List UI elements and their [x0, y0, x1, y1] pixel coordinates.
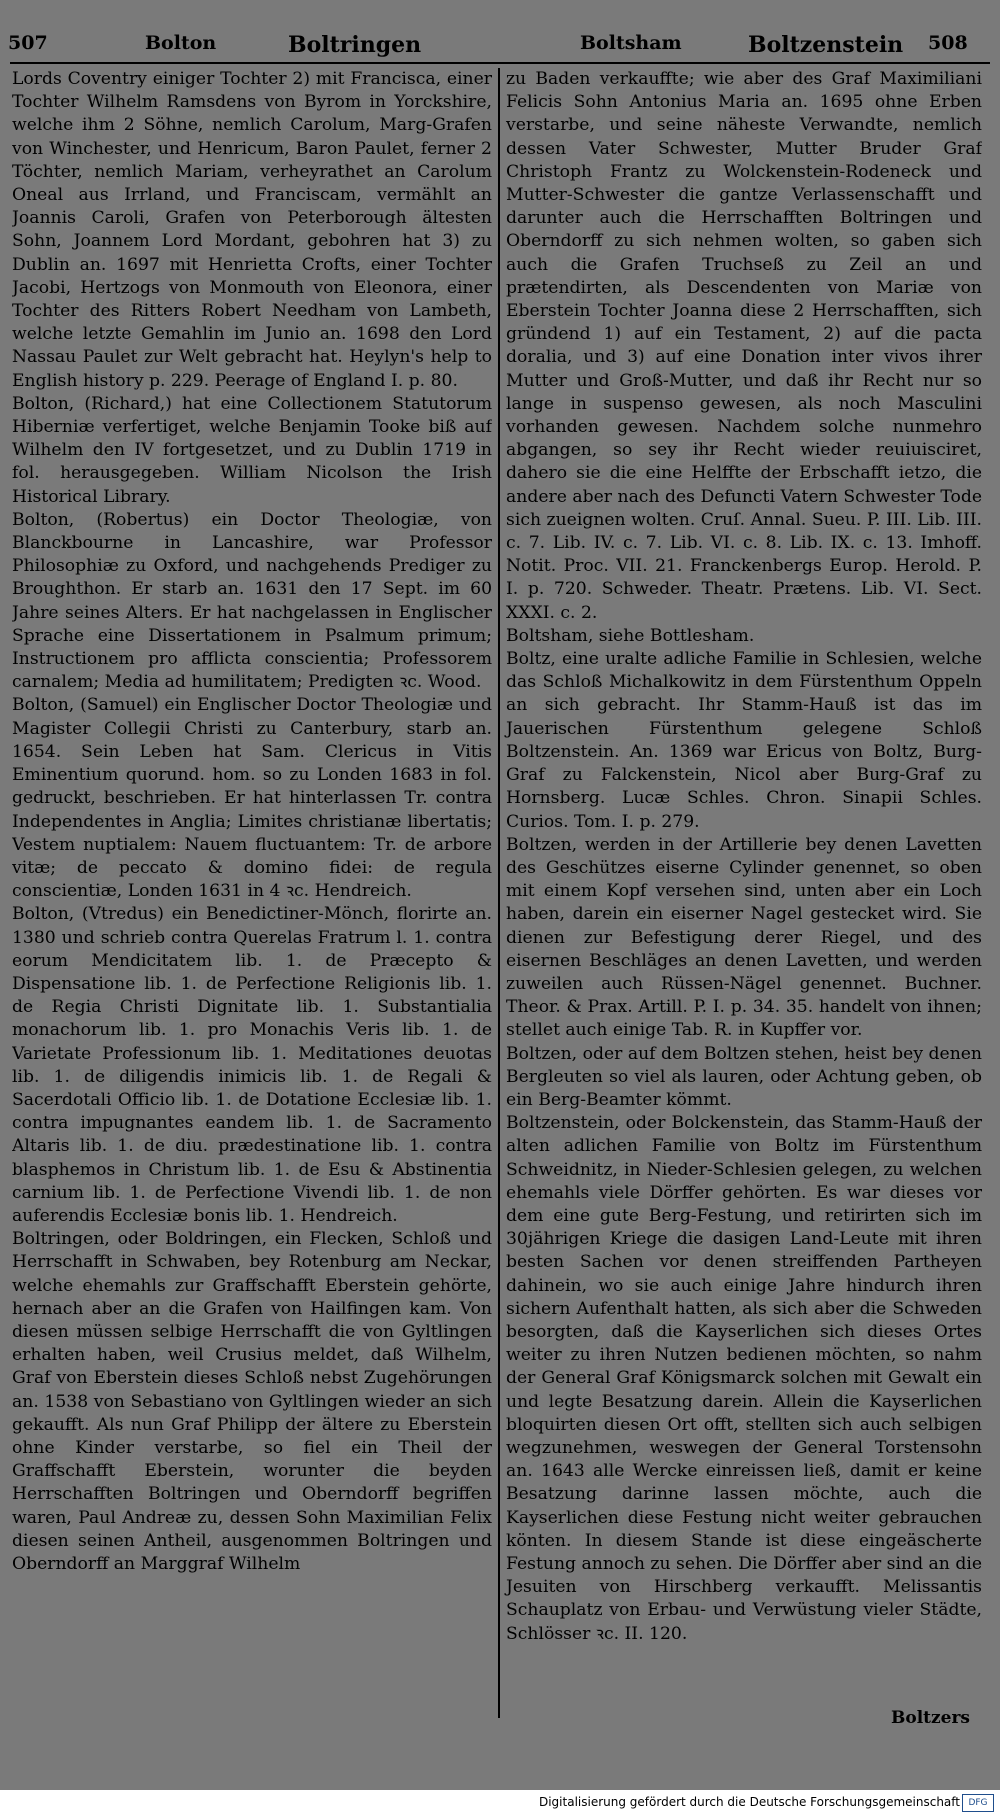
catchword: Boltzers: [890, 1708, 970, 1728]
funding-credit: Digitalisierung gefördert durch die Deutsche Forschungsgemeinschaft: [538, 1795, 960, 1809]
entry-paragraph: Boltringen, oder Boldringen, ein Flecken, Schloß und Herrschafft in Schwaben, bey Rotenburg am Neckar, welche ehemahls zur Graffschafft Eberstein gehörte, hernach aber an die Grafen von Hailfingen kam. Von diesen müssen selbige Herrschafft die von Gyltlingen erhalten haben, weil Crusius meldet, daß Wilhelm, Graf von Eberstein dieses Schloß nebst Zugehörungen an. 1538 von Sebastiano von Gyltlingen wieder an sich gekaufft. Als nun Graf Philipp der ältere zu Eberstein ohne Kinder verstarbe, so fiel ein Theil der Graffschafft Eberstein, worunter die beyden Herrschafften Boltringen und Oberndorff begriffen waren, Paul Andreæ zu, dessen Sohn Maximilian Felix diesen seinen Antheil, ausgenommen Boltringen und Oberndorff an Marggraf Wilhelm: [12, 1229, 492, 1574]
header-rule: [10, 62, 990, 64]
digitization-footer: [0, 1790, 1000, 1816]
page-number-left: 507: [8, 32, 48, 54]
header-word-boltsham: Boltsham: [580, 32, 682, 54]
header-word-boltringen: Boltringen: [288, 32, 422, 58]
entry-paragraph: zu Baden verkauffte; wie aber des Graf Maximiliani Felicis Sohn Antonius Maria an. 1695 ohne Erben verstarbe, und seine näheste Verwandte, nemlich dessen Vater Schwester, Mutter Bruder Graf Christoph Frantz zu Wolckenstein-Rodeneck und Mutter-Schwester die gantze Verlassenschafft und darunter auch die Herrschafften Boltringen und Oberndorff zu sich nehmen wolten, so gaben sich auch die Grafen Truchseß zu Zeil an und prætendirten, als Descendenten von Mariæ von Eberstein Tochter Joanna diese 2 Herrschafften, sich gründend 1) auf ein Testament, 2) auf die pacta doralia, und 3) auf eine Donation inter vivos ihrer Mutter und Groß-Mutter, und daß ihr Recht nur so lange in suspenso gewesen, als noch Masculini vorhanden gewesen. Nachdem solche nunmehro abgangen, so sey ihr Recht wieder reuiuisciret, dahero sie die eine Helffte der Erbschafft ietzo, die andere aber nach des Defuncti Vatern Schwester Tode sich zueignen wolten. Cruſ. Annal. Sueu. P. III. Lib. III. c. 7. Lib. IV. c. 7. Lib. VI. c. 8. Lib. IX. c. 13. Imhoff. Notit. Proc. VII. 21. Franckenbergs Europ. Herold. P. I. p. 720. Schweder. Theatr. Prætens. Lib. VI. Sect. XXXI. c. 2.: [506, 69, 982, 623]
header-word-boltzenstein: Boltzenstein: [748, 32, 904, 58]
entry-paragraph: Bolton, (Samuel) ein Englischer Doctor Theologiæ und Magister Collegii Christi zu Canterbury, starb an. 1654. Sein Leben hat Sam. Clericus in Vitis Eminentium quorund. hom. so zu Londen 1683 in fol. gedruckt, beschrieben. Er hat hinterlassen Tr. contra Independentes in Anglia; Limites christianæ libertatis; Vestem nuptialem: Nauem fluctuantem: Tr. de arbore vitæ; de peccato & domino fidei: de regula conscientiæ, Londen 1631 in 4 ꝛc. Hendreich.: [12, 695, 492, 902]
entry-paragraph: Boltzen, oder auf dem Boltzen stehen, heist bey denen Bergleuten so viel als lauren, oder Achtung geben, ob ein Berg-Beamter kömmt.: [506, 1043, 982, 1110]
entry-paragraph: Lords Coventry einiger Tochter 2) mit Francisca, einer Tochter Wilhelm Ramsdens von Byrom in Yorckshire, welche ihm 2 Söhne, nemlich Carolum, Marg-Grafen von Winchester, und Henricum, Baron Paulet, ferner 2 Töchter, nemlich Mariam, verheyrathet an Carolum Oneal aus Irrland, und Franciscam, vermählt an Joannis Caroli, Grafen von Peterborough ältesten Sohn, Joannem Lord Mordant, gebohren hat 3) zu Dublin an. 1697 mit Henrietta Crofts, einer Tochter Jacobi, Hertzogs von Monmouth von Eleonora, einer Tochter des Ritters Robert Needham von Lambeth, welche letzte Gemahlin im Junio an. 1698 den Lord Nassau Paulet zur Welt gebracht hat. Heylyn's help to English history p. 229. Peerage of England I. p. 80.: [12, 69, 492, 391]
entry-paragraph: Bolton, (Richard,) hat eine Collectionem Statutorum Hiberniæ verfertiget, welche Benjamin Tooke biß auf Wilhelm den IV fortgesetzet, und zu Dublin 1719 in fol. herausgegeben. William Nicolson the Irish Historical Library.: [12, 393, 492, 507]
running-header: [0, 22, 1000, 62]
entry-paragraph: Bolton, (Robertus) ein Doctor Theologiæ, von Blanckbourne in Lancashire, war Professor Philosophiæ zu Oxford, und nachgehends Prediger zu Broughthon. Er starb an. 1631 den 17 Sept. im 60 Jahre seines Alters. Er hat nachgelassen in Englischer Sprache eine Dissertationem in Psalmum primum; Instructionem pro afflicta conscientia; Professorem carnalem; Media ad humilitatem; Predigten ꝛc. Wood.: [12, 509, 492, 693]
dfg-logo: DFG: [962, 1794, 994, 1812]
entry-paragraph: Boltsham, siehe Bottlesham.: [506, 625, 755, 646]
page-number-right: 508: [928, 32, 968, 54]
entry-paragraph: Boltzenstein, oder Bolckenstein, das Stamm-Hauß der alten adlichen Familie von Boltz im Fürstenthum Schweidnitz, in Nieder-Schlesien gelegen, zu welchen ehemahls viele Dörffer gehörten. Es war dieses vor dem eine gute Berg-Festung, und retirirten sich im 30jährigen Kriege die dasigen Land-Leute mit ihren besten Sachen vor denen streiffenden Partheyen dahinein, wo sie auch einige Jahre hindurch ihren sichern Aufenthalt hatten, als sich aber die Schweden besorgten, daß die Kayserlichen sich dieses Ortes weiter zu ihren Nutzen bedienen möchten, so nahm der General Graf Königsmarck solchen mit Gewalt ein und legte Besatzung darein. Allein die Kayserlichen bloquirten diesen Ort offt, stellten sich auch selbigen wegzunehmen, weswegen der General Torstensohn an. 1643 alle Wercke einreissen ließ, damit er keine Besatzung darinne lassen möchte, auch die Kayserlichen diese Festung nicht weiter gebrauchen könten. In diesem Stande ist diese eingeäscherte Festung annoch zu sehen. Die Dörffer aber sind an die Jesuiten von Hirschberg verkaufft. Melissantis Schauplatz von Erbau- und Verwüstung vieler Städte, Schlösser ꝛc. II. 120.: [506, 1113, 982, 1644]
entry-paragraph: Boltzen, werden in der Artillerie bey denen Lavetten des Geschützes eiserne Cylinder genennet, so oben mit einem Kopf versehen sind, unten aber ein Loch haben, darein ein eiserner Nagel gestecket wird. Sie dienen zur Befestigung derer Riegel, und des eisernen Beschläges an denen Lavetten, und werden zuweilen auch Rüssen-Nägel genennet. Buchner. Theor. & Prax. Artill. P. I. p. 34. 35. handelt von ihnen; stellet auch einige Tab. R. in Kupffer vor.: [506, 834, 982, 1041]
left-column: [12, 68, 492, 1718]
header-word-bolton: Bolton: [145, 32, 217, 54]
entry-paragraph: Boltz, eine uralte adliche Familie in Schlesien, welche das Schloß Michalkowitz in dem Fürstenthum Oppeln an sich gebracht. Ihr Stamm-Hauß ist das im Jauerischen Fürstenthum gelegene Schloß Boltzenstein. An. 1369 war Ericus von Boltz, Burg-Graf zu Falckenstein, Nicol aber Burg-Graf zu Hornsberg. Lucæ Schles. Chron. Sinapii Schles. Curios. Tom. I. p. 279.: [506, 649, 982, 832]
right-column: [498, 68, 982, 1718]
entry-paragraph: Bolton, (Vtredus) ein Benedictiner-Mönch, florirte an. 1380 und schrieb contra Querelas Fratrum l. 1. contra eorum Mendicitatem lib. 1. de Præcepto & Dispensatione lib. 1. de Perfectione Religionis lib. 1. de Regia Christi Dignitate lib. 1. Substantialia monachorum lib. 1. pro Monachis Veris lib. 1. de Varietate Professionum lib. 1. Meditationes deuotas lib. 1. de diligendis inimicis lib. 1. de Regali & Sacerdotali Officio lib. 1. de Dotatione Ecclesiæ lib. 1. contra impugnantes eandem lib. 1. de Sacramento Altaris lib. 1. de diu. prædestinatione lib. 1. contra blasphemos in Christum lib. 1. de Esu & Abstinentia carnium lib. 1. de Perfectione Vivendi lib. 1. de non auferendis Ecclesiæ bonis lib. 1. Hendreich.: [12, 904, 492, 1226]
